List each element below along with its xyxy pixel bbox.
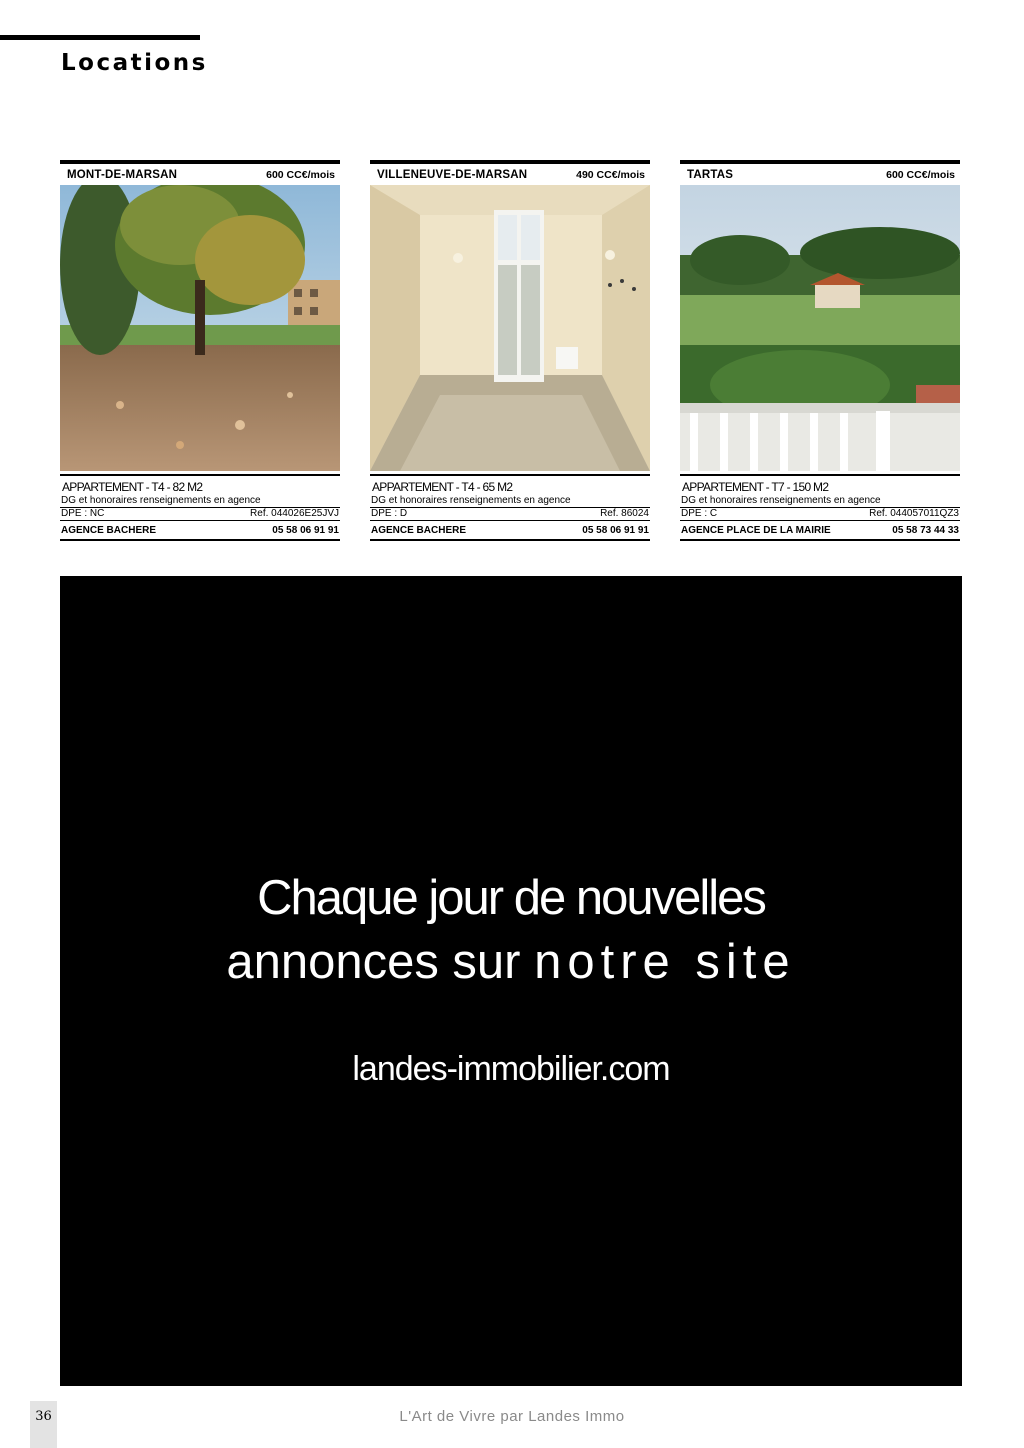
- autumn-park-residence-photo: [60, 185, 340, 471]
- listing-dpe: DPE : C: [681, 508, 718, 519]
- promo-subline: [60, 932, 962, 992]
- listing-card[interactable]: [370, 160, 650, 541]
- listing-agency-row: [370, 521, 650, 541]
- footer-tagline: L'Art de Vivre par Landes Immo: [399, 1408, 625, 1425]
- listing-price: 600 CC€/mois: [886, 168, 955, 181]
- listing-info: [60, 474, 340, 541]
- listing-phone[interactable]: 05 58 06 91 91: [272, 525, 339, 536]
- listing-price: 490 CC€/mois: [576, 168, 645, 181]
- listing-fees: DG et honoraires renseignements en agence: [681, 495, 881, 506]
- listing-info: [680, 474, 960, 541]
- listing-card[interactable]: [60, 160, 340, 541]
- listing-info: [370, 474, 650, 541]
- listing-header: [680, 160, 960, 185]
- listing-dpe-row: [680, 507, 960, 521]
- listing-city: TARTAS: [687, 168, 734, 181]
- promo-subline-end: notre site: [534, 935, 796, 989]
- website-link[interactable]: landes-immobilier.com: [352, 1050, 670, 1088]
- listing-type: APPARTEMENT - T4 - 82 M2: [62, 480, 203, 494]
- section-title: Locations: [61, 50, 208, 76]
- listing-agency-row: [680, 521, 960, 541]
- listing-price: 600 CC€/mois: [266, 168, 335, 181]
- listing-dpe-row: [60, 507, 340, 521]
- promo-headline: Chaque jour de nouvelles: [257, 871, 765, 925]
- page-number: 36: [30, 1401, 57, 1448]
- listing-dpe: DPE : NC: [61, 508, 105, 519]
- listing-dpe-row: [370, 507, 650, 521]
- listing-ref: Ref. 044026E25JVJ: [250, 508, 339, 519]
- balcony-countryside-view-photo: [680, 185, 960, 471]
- listing-phone[interactable]: 05 58 06 91 91: [582, 525, 649, 536]
- listing-type: APPARTEMENT - T7 - 150 M2: [682, 480, 829, 494]
- listing-card[interactable]: [680, 160, 960, 541]
- listing-header: [370, 160, 650, 185]
- listing-header: [60, 160, 340, 185]
- listing-ref: Ref. 044057011QZ3: [869, 508, 959, 519]
- listing-ref: Ref. 86024: [600, 508, 649, 519]
- website-promo-banner: [60, 576, 962, 1386]
- listing-dpe: DPE : D: [371, 508, 408, 519]
- listing-agency: AGENCE PLACE DE LA MAIRIE: [681, 525, 831, 536]
- listing-agency: AGENCE BACHERE: [61, 525, 157, 536]
- listing-phone[interactable]: 05 58 73 44 33: [892, 525, 959, 536]
- promo-subline-start: annonces sur: [226, 935, 535, 989]
- listing-city: VILLENEUVE-DE-MARSAN: [377, 168, 528, 181]
- listing-agency-row: [60, 521, 340, 541]
- header-rule: [0, 35, 200, 40]
- listing-type: APPARTEMENT - T4 - 65 M2: [372, 480, 513, 494]
- listing-fees: DG et honoraires renseignements en agence: [61, 495, 261, 506]
- listing-agency: AGENCE BACHERE: [371, 525, 467, 536]
- listing-fees: DG et honoraires renseignements en agence: [371, 495, 571, 506]
- listing-city: MONT-DE-MARSAN: [67, 168, 178, 181]
- empty-room-french-window-photo: [370, 185, 650, 471]
